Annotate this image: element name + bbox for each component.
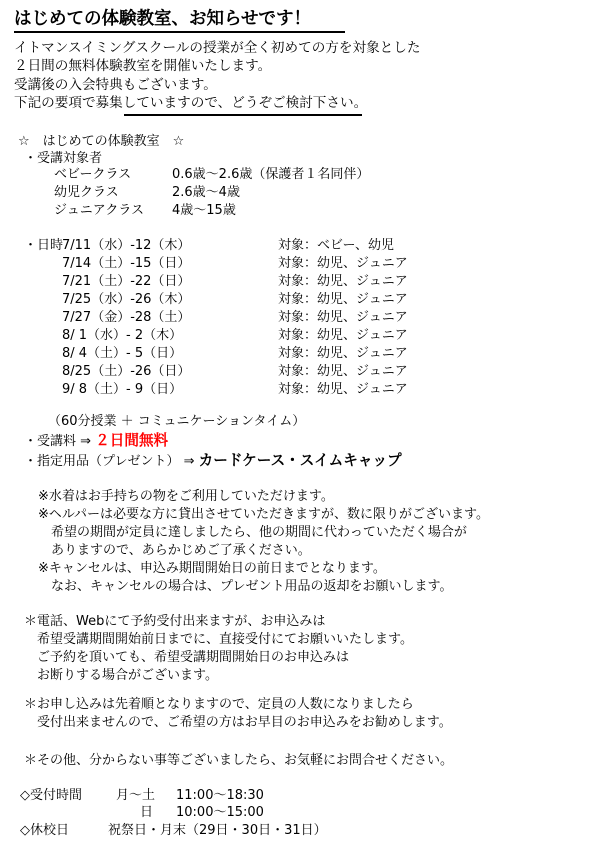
holiday-value: 祝祭日・月末（29日・30日・31日） [108, 823, 327, 838]
class-age: 4歳～15歳 [172, 203, 236, 218]
date-target: 対象：幼児、ジュニア [278, 256, 408, 271]
date-range: 8/25（土）-26（日） [62, 364, 191, 379]
hours-time: 10:00～15:00 [176, 805, 264, 820]
holiday-label: ◇休校日 [20, 823, 69, 838]
date-target: 対象：幼児、ジュニア [278, 292, 408, 307]
intro-line: 下記の要項で募集していますので、どうぞご検討下さい。 [14, 95, 368, 111]
note-line: ※ヘルパーは必要な方に貸出させていただきますが、数に限りがございます。 [38, 507, 489, 522]
phone-note: ご予約を頂いても、希望受講期間開始日のお申込みは [24, 650, 350, 665]
hours-days: 月～土 [116, 788, 156, 803]
fee-line [24, 432, 168, 450]
date-range: 7/21（土）-22（日） [62, 274, 191, 289]
hours-time: 11:00～18:30 [176, 788, 264, 803]
note-line: ありますので、あらかじめご了承ください。 [38, 543, 311, 558]
divider-rule [124, 114, 362, 116]
class-age: 2.6歳～4歳 [172, 185, 240, 200]
first-come-note: 受付出来ませんので、ご希望の方はお早目のお申込みをお勧めします。 [24, 715, 452, 730]
first-come-note: ＊お申し込みは先着順となりますので、定員の人数になりましたら [24, 697, 414, 712]
hours-days: 日 [140, 805, 154, 820]
fee-label: ・受講料 ⇒ [24, 434, 96, 449]
phone-note: ＊電話、Webにて予約受付出来ますが、お申込みは [24, 614, 326, 629]
note-line: ※キャンセルは、申込み期間開始日の前日までとなります。 [38, 561, 386, 576]
date-target: 対象：幼児、ジュニア [278, 364, 408, 379]
date-range: 8/ 4（土）- 5（日） [62, 346, 183, 361]
class-age: 0.6歳～2.6歳（保護者１名同伴） [172, 167, 370, 182]
page-title: はじめての体験教室、お知らせです！ [14, 9, 311, 29]
phone-note: 希望受講期間開始前日までに、直接受付にてお願いいたします。 [24, 632, 413, 647]
hours-label: ◇受付時間 [20, 788, 82, 803]
phone-note: お断りする場合がございます。 [24, 668, 218, 683]
date-range: 7/14（土）-15（日） [62, 256, 191, 271]
date-target: 対象：ベビー、幼児 [278, 238, 394, 253]
gift-label: ・指定用品（プレゼント） ⇒ [24, 454, 199, 469]
dates-label: ・日時 [24, 238, 64, 253]
date-target: 対象：幼児、ジュニア [278, 310, 408, 325]
class-name: ジュニアクラス [54, 203, 144, 218]
note-line: 希望の期間が定員に達しましたら、他の期間に代わっていただく場合が [38, 525, 467, 540]
date-range: 7/25（水）-26（木） [62, 292, 191, 307]
date-range: 9/ 8（土）- 9（日） [62, 382, 183, 397]
intro-line: 受講後の入会特典もございます。 [14, 77, 217, 93]
date-range: 7/11（水）-12（木） [62, 238, 191, 253]
intro-line: ２日間の無料体験教室を開催いたします。 [14, 58, 272, 74]
note-line: なお、キャンセルの場合は、プレゼント用品の返却をお願いします。 [38, 579, 453, 594]
class-name: 幼児クラス [54, 185, 119, 200]
note-line: ※水着はお手持ちの物をご利用していただけます。 [38, 489, 334, 504]
gift-value: カードケース・スイムキャップ [198, 452, 402, 469]
date-target: 対象：幼児、ジュニア [278, 274, 408, 289]
gift-line [24, 452, 402, 470]
date-target: 対象：幼児、ジュニア [278, 328, 408, 343]
date-target: 対象：幼児、ジュニア [278, 346, 408, 361]
date-target: 対象：幼児、ジュニア [278, 382, 408, 397]
fee-value: ２日間無料 [95, 432, 169, 449]
intro-line: イトマンスイミングスクールの授業が全く初めての方を対象とした [14, 40, 421, 56]
session-note: （60分授業 ＋ コミュニケーションタイム） [48, 414, 306, 429]
class-name: ベビークラス [54, 167, 132, 182]
title-underline [14, 31, 345, 33]
target-label: ・受講対象者 [24, 151, 103, 166]
contact-note: ＊その他、分からない事等ございましたら、お気軽にお問合せください。 [24, 753, 454, 768]
section-heading: ☆ はじめての体験教室 ☆ [18, 134, 185, 149]
date-range: 7/27（金）-28（土） [62, 310, 191, 325]
date-range: 8/ 1（水）- 2（木） [62, 328, 183, 343]
